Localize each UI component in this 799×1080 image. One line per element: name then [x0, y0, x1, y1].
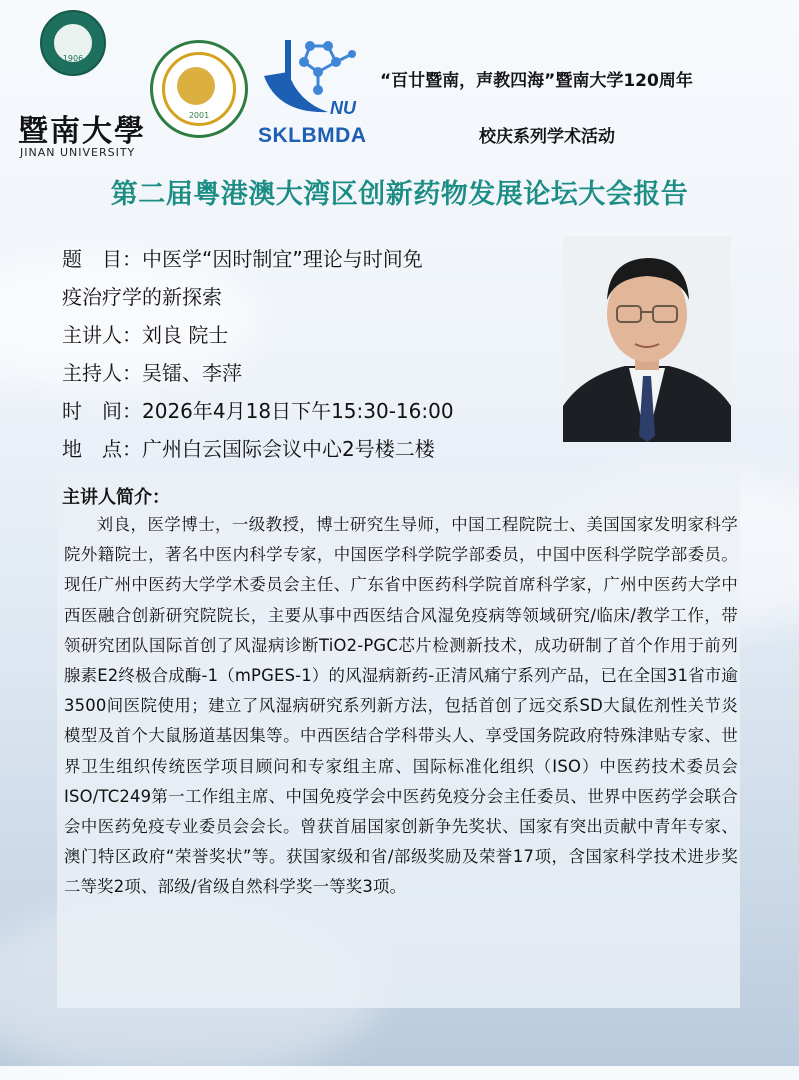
- bio-heading: 主讲人简介：: [62, 487, 170, 508]
- bio-text: 刘良，医学博士，一级教授，博士研究生导师，中国工程院院士、美国国家发明家科学院外籍院士，著名中医内科学专家，中国医学科学院学部委员，中国中医科学院学部委员。现任广州中医药大学学术委员会主任、广东省中医药科学院首席科学家，广州中医药大学中西医融合创新研究院院长，主要从事中西医结合风湿免疫病等领域研究/临床/教学工作，带领研究团队国际首创了风湿病诊断TiO2-PGC芯片检测新技术，成功研制了首个作用于前列腺素E2终极合成酶-1（mPGES-1）的风湿病新药-正清风痛宁系列产品，已在全国31省市逾3500间医院使用；建立了风湿病研究系列新方法，包括首创了远交系SD大鼠佐剂性关节炎模型及首个大鼠肠道基因集等。中西医结合学科带头人、享受国务院政府特殊津贴专家、世界卫生组织传统医学项目顾问和专家组主席、国际标准化组织（ISO）中医药技术委员会ISO/TC249第一工作组主席、中国免疫学会中医药免疫分会主任委员、世界中医药学会联合会中医药免疫专业委员会会长。曾获首届国家创新争先奖状、国家有突出贡献中青年专家、澳门特区政府“荣誉奖状”等。获国家级和省/部级奖励及荣誉17项，含国家科学技术进步奖二等奖2项、部级/省级自然科学奖一等奖3项。: [64, 515, 738, 897]
- speaker-portrait: [563, 236, 731, 442]
- page-title: 第二届粤港澳大湾区创新药物发展论坛大会报告: [110, 179, 689, 210]
- jinan-university-logo-text: 暨南大學: [18, 114, 146, 149]
- topic-continued: 疫治疗学的新探索: [62, 285, 222, 309]
- pharmacy-college-emblem-icon: [150, 40, 248, 138]
- host-line: 主持人：吴镭、李萍: [62, 361, 242, 385]
- place-line: 地 点：广州白云国际会议中心2号楼二楼: [62, 437, 435, 461]
- skl-logo-mark: NU: [330, 98, 356, 118]
- emblem-year: 1906: [62, 54, 84, 63]
- lecture-info: [62, 240, 552, 468]
- topic-line: 题 目：中医学“因时制宜”理论与时间免: [62, 247, 423, 271]
- jinan-university-logo-english: JINAN UNIVERSITY: [20, 146, 136, 159]
- speaker-line: 主讲人：刘良 院士: [62, 323, 229, 347]
- header: [0, 0, 799, 170]
- skl-logo-text: SKLBMDA: [258, 124, 367, 147]
- pharmacy-emblem-year: 2001: [188, 111, 210, 120]
- time-line: 时 间：2026年4月18日下午15:30-16:00: [62, 399, 454, 423]
- anniversary-line-2: 校庆系列学术活动: [479, 127, 615, 147]
- anniversary-line-1: “百廿暨南，声教四海”暨南大学120周年: [380, 71, 693, 91]
- jinan-university-emblem-icon: [40, 10, 106, 76]
- skl-molecule-logo-icon: [258, 32, 362, 118]
